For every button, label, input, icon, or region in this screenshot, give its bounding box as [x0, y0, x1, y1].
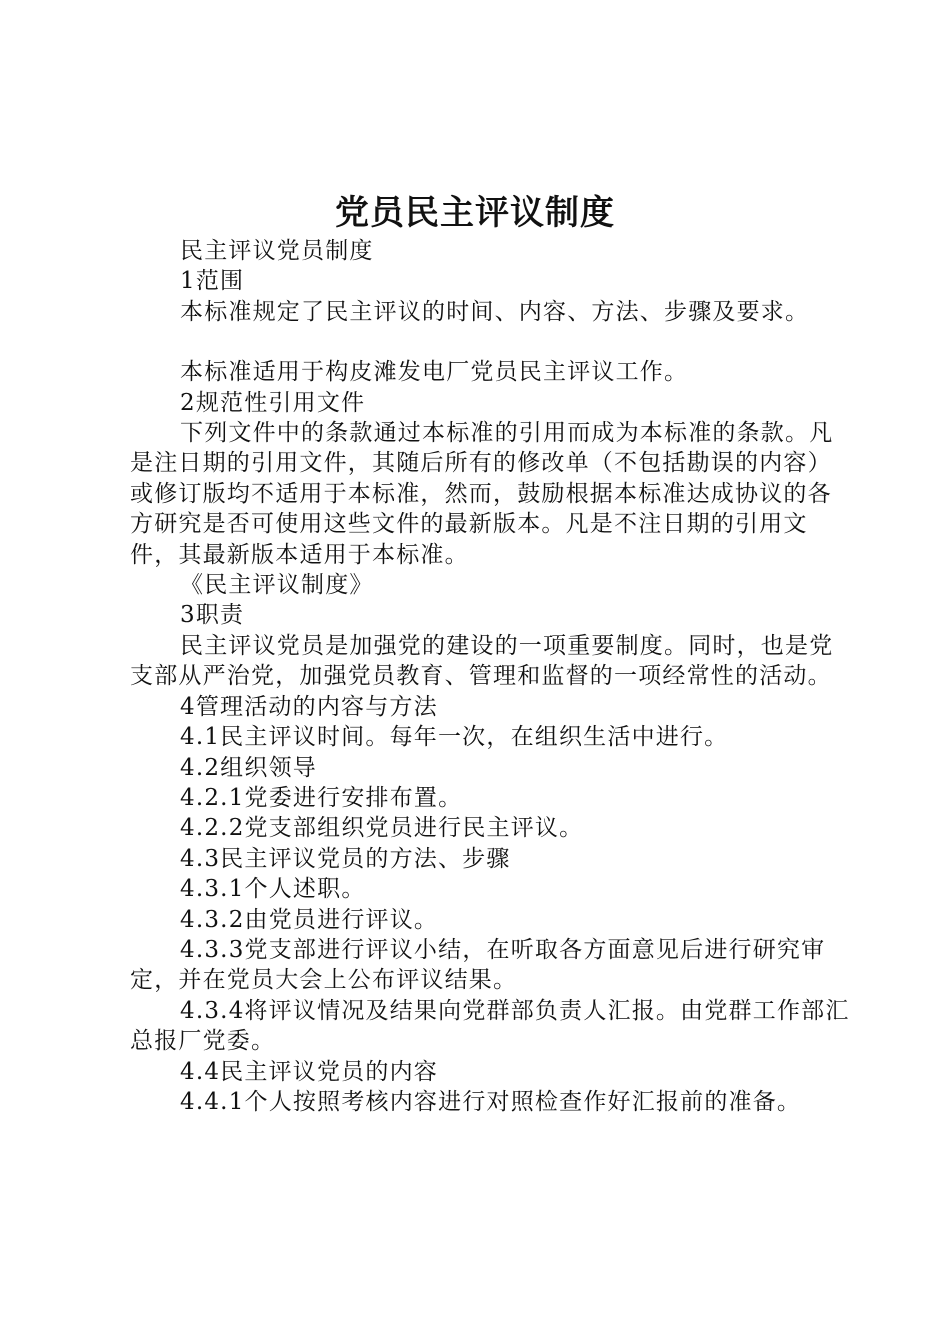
section-heading-scope: 1范围: [180, 268, 245, 295]
clause-4-1: 4.1民主评议时间。每年一次，在组织生活中进行。: [180, 724, 729, 751]
clause-4-2: 4.2组织领导: [180, 754, 317, 781]
clause-4-3-4: 4.3.4将评议情况及结果向党群部负责人汇报。由党群工作部汇总报厂党委。: [130, 997, 850, 1055]
paragraph-duties: 民主评议党员是加强党的建设的一项重要制度。同时，也是党支部从严治党，加强党员教育、管理和监督的一项经常性的活动。: [130, 632, 834, 690]
paragraph-scope-2: 本标准适用于构皮滩发电厂党员民主评议工作。: [180, 359, 689, 386]
document-body: [130, 236, 850, 1117]
section-heading-duties: 3职责: [180, 602, 245, 629]
clause-4-4-1: 4.4.1个人按照考核内容进行对照检查作好汇报前的准备。: [180, 1088, 802, 1115]
clause-4-3: 4.3民主评议党员的方法、步骤: [180, 845, 511, 872]
clause-4-3-1: 4.3.1个人述职。: [180, 876, 366, 903]
clause-4-4: 4.4民主评议党员的内容: [180, 1058, 438, 1085]
clause-4-3-3: 4.3.3党支部进行评议小结，在听取各方面意见后进行研究审定，并在党员大会上公布评议结果。: [130, 936, 826, 994]
clause-4-2-1: 4.2.1党委进行安排布置。: [180, 784, 463, 811]
clause-4-3-2: 4.3.2由党员进行评议。: [180, 906, 439, 933]
paragraph-referenced-document: 《民主评议制度》: [180, 572, 374, 599]
blank-line: [130, 327, 850, 357]
paragraph-references: 下列文件中的条款通过本标准的引用而成为本标准的条款。凡是注日期的引用文件，其随后所有的修改单（不包括勘误的内容）或修订版均不适用于本标准，然而，鼓励根据本标准达成协议的各方研究是否可使用这些文件的最新版本。凡是不注日期的引用文件，其最新版本适用于本标准。: [130, 420, 834, 568]
section-heading-references: 2规范性引用文件: [180, 389, 366, 416]
clause-4-2-2: 4.2.2党支部组织党员进行民主评议。: [180, 815, 584, 842]
paragraph-scope-1: 本标准规定了民主评议的时间、内容、方法、步骤及要求。: [180, 298, 810, 325]
section-heading-management: 4管理活动的内容与方法: [180, 693, 438, 720]
paragraph-subtitle: 民主评议党员制度: [180, 238, 374, 264]
document-title: 党员民主评议制度: [335, 193, 615, 233]
